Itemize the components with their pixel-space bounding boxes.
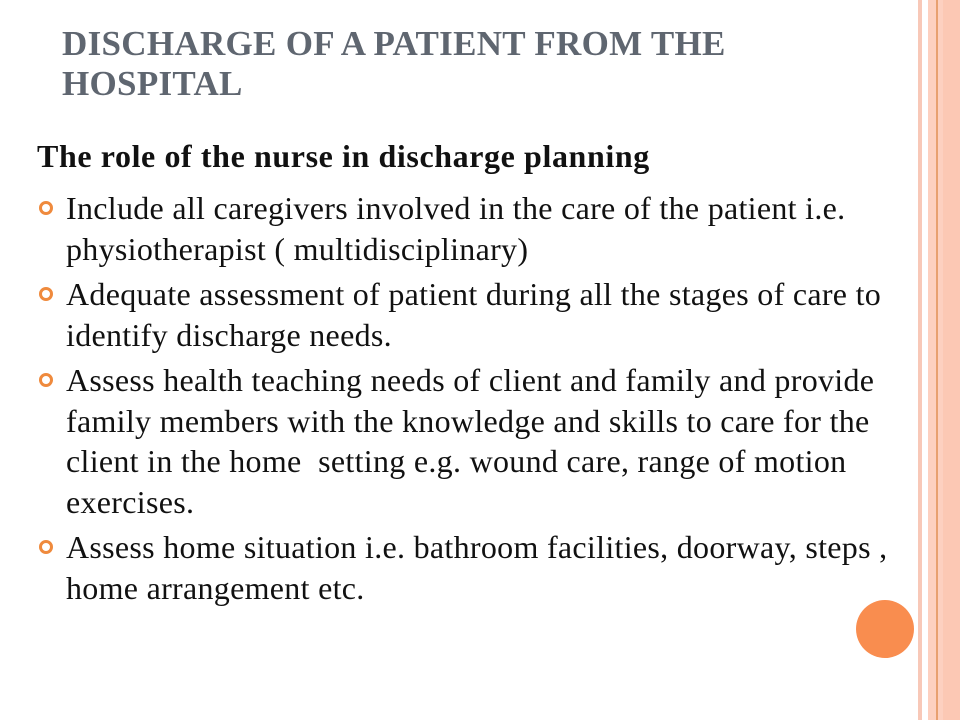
list-item xyxy=(37,274,907,355)
ring-bullet-icon xyxy=(39,373,53,387)
list-item xyxy=(37,527,907,608)
list-item xyxy=(37,360,907,522)
list-item xyxy=(37,188,907,269)
bullet-list xyxy=(37,188,907,613)
ring-bullet-icon xyxy=(39,287,53,301)
list-item-text: Adequate assessment of patient during all the stages of care to identify discharge needs. xyxy=(66,276,890,353)
decorative-border-shade xyxy=(943,0,960,720)
slide-subtitle: The role of the nurse in discharge planning xyxy=(37,138,650,174)
decorative-border-line xyxy=(936,0,938,720)
list-item-text: Assess health teaching needs of client and family and provide family members with the knowledge and skills to care for the client in the home setting e.g. wound care, range of motion exercises. xyxy=(66,362,883,520)
list-item-text: Assess home situation i.e. bathroom facilities, doorway, steps , home arrangement etc. xyxy=(66,529,896,606)
list-item-text: Include all caregivers involved in the care of the patient i.e. physiotherapist ( multidisciplinary) xyxy=(66,190,854,267)
decorative-stripe xyxy=(918,0,922,720)
ring-bullet-icon xyxy=(39,201,53,215)
slide-title: DISCHARGE OF A PATIENT FROM THE HOSPITAL xyxy=(62,24,726,103)
ring-bullet-icon xyxy=(39,540,53,554)
